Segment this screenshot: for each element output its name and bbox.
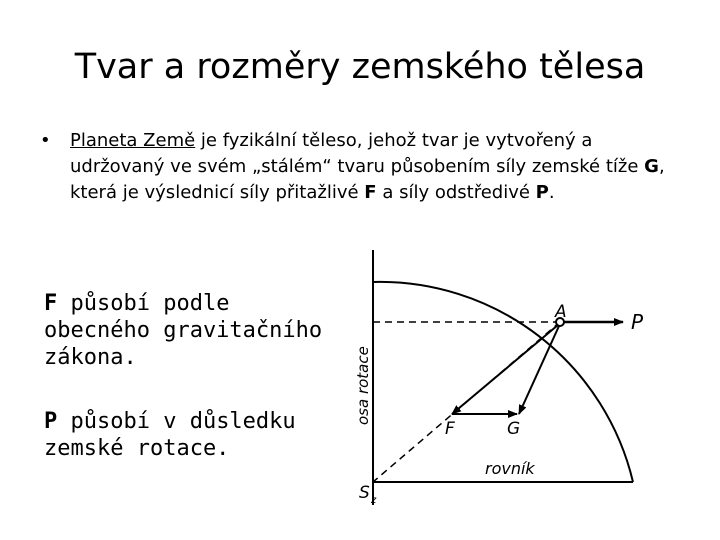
bullet-text-part: je fyzikální těleso, jehož tvar je vytvořený a udržovaný ve svém „stálém“ tvaru působením síly zemské tíže bbox=[70, 130, 645, 177]
label-S: S bbox=[359, 483, 370, 503]
label-P: P bbox=[631, 310, 644, 334]
page-title: Tvar a rozměry zemského tělesa bbox=[74, 47, 646, 87]
bold-P: P bbox=[535, 182, 549, 203]
bullet-marker: • bbox=[40, 130, 51, 151]
earth-outline-arc bbox=[373, 282, 633, 482]
label-G: G bbox=[507, 419, 521, 439]
planet-earth-link[interactable]: Planeta Země bbox=[70, 130, 196, 151]
bullet-text-part: . bbox=[548, 182, 555, 203]
note-F-text: působí podle obecného gravitačního zákona. bbox=[44, 291, 323, 370]
bullet-text-part: , která je výslednicí síly přitažlivé bbox=[70, 156, 665, 203]
label-F: F bbox=[445, 419, 455, 439]
label-axis: osa rotace bbox=[354, 346, 372, 425]
force-diagram bbox=[335, 240, 655, 510]
note-P-text: působí v důsledku zemské rotace. bbox=[44, 409, 296, 461]
note-P bbox=[44, 408, 344, 462]
vector-F bbox=[452, 325, 558, 414]
note-F bbox=[44, 290, 344, 371]
label-A: A bbox=[555, 302, 567, 322]
note-F-bold: F bbox=[44, 291, 58, 316]
note-P-bold: P bbox=[44, 409, 58, 434]
bullet-text-part: a síly odstředivé bbox=[376, 182, 536, 203]
label-equator: rovník bbox=[485, 459, 535, 478]
label-S-sub: z bbox=[371, 495, 377, 506]
bold-G: G bbox=[644, 156, 659, 177]
bullet-text bbox=[70, 128, 680, 206]
bold-F: F bbox=[364, 182, 377, 203]
